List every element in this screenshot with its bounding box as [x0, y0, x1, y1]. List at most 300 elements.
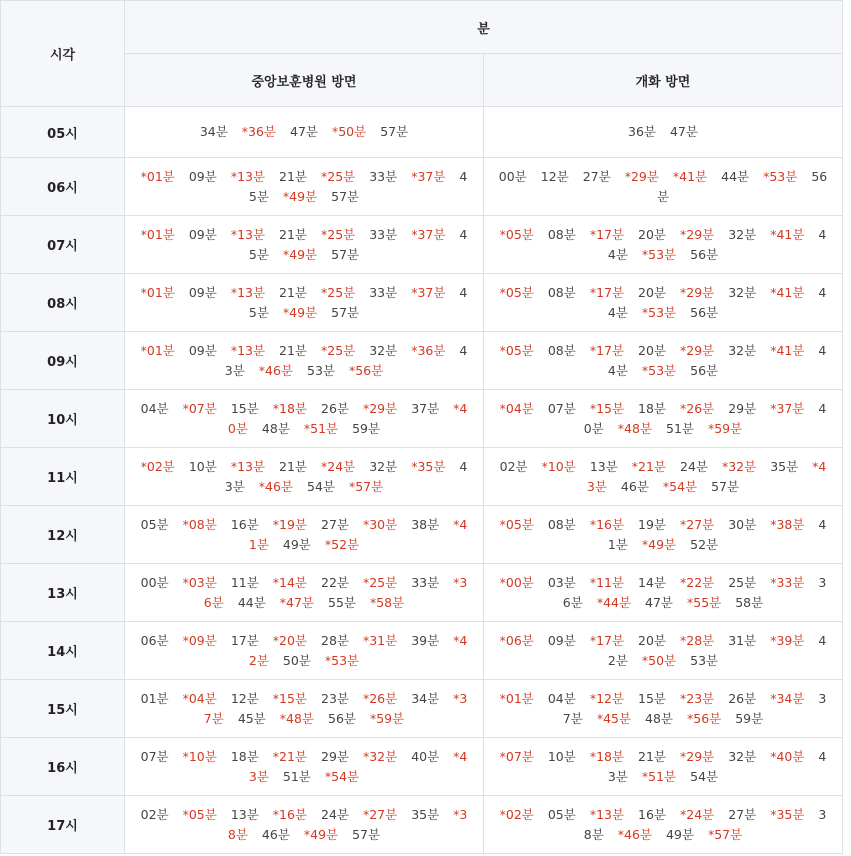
minute: 19분 [638, 516, 667, 532]
minute: 56분 [690, 246, 719, 262]
minute-express: *25분 [321, 168, 356, 184]
minute-express: *59분 [707, 420, 743, 436]
minute: 15분 [638, 690, 667, 706]
minute: 43분 [607, 748, 827, 784]
minute: 09분 [188, 168, 217, 184]
minute-express: *13분 [230, 284, 266, 300]
minute: 20분 [638, 284, 667, 300]
table-row [1, 107, 843, 158]
minute: 27분 [728, 806, 757, 822]
minutes-cell-2 [484, 506, 843, 564]
minutes-cell-1 [125, 796, 484, 854]
minutes-cell-1 [125, 158, 484, 216]
minute: 28분 [321, 632, 349, 648]
table-row [1, 332, 843, 390]
table-row [1, 216, 843, 274]
minute: 59분 [352, 420, 381, 436]
minute-express: *49분 [282, 246, 318, 262]
minute: 23분 [321, 690, 349, 706]
minute: 37분 [411, 400, 440, 416]
minute-express: *29분 [362, 400, 398, 416]
minutes-cell-2 [484, 564, 843, 622]
minute: 32분 [728, 284, 757, 300]
minute-express: *51분 [303, 420, 339, 436]
minute-express: *53분 [641, 304, 677, 320]
minute: 08분 [547, 226, 576, 242]
minute: 04분 [547, 690, 576, 706]
minute-express: *43분 [586, 458, 827, 494]
minute: 21분 [279, 342, 308, 358]
minute: 12분 [230, 690, 259, 706]
time-header: 시각 [1, 1, 125, 107]
minute-express: *07분 [499, 748, 534, 764]
minutes-cell-1 [125, 738, 484, 796]
minute-express: *57분 [348, 478, 384, 494]
minute: 13분 [589, 458, 618, 474]
minute-express: *01분 [140, 284, 175, 300]
minute-express: *09분 [182, 632, 217, 648]
minute-express: *01분 [499, 690, 534, 706]
table-row [1, 274, 843, 332]
hour-label: 15시 [1, 680, 125, 738]
minutes-cell-1 [125, 506, 484, 564]
minute-express: *49분 [641, 536, 677, 552]
minute-express: *51분 [641, 768, 677, 784]
minute-express: *16분 [272, 806, 308, 822]
minute: 57분 [331, 246, 360, 262]
minute: 35분 [411, 806, 440, 822]
minute-express: *37분 [203, 690, 468, 726]
minute-express: *14분 [272, 574, 308, 590]
minute: 46분 [261, 826, 290, 842]
minute-express: *49분 [282, 304, 318, 320]
minute: 48분 [261, 420, 290, 436]
minute-express: *37분 [411, 284, 446, 300]
table-row [1, 448, 843, 506]
minute-express: *32분 [362, 748, 398, 764]
minute: 01분 [140, 690, 169, 706]
minute: 20분 [638, 632, 667, 648]
minute: 36분 [562, 574, 827, 610]
minute-express: *29분 [680, 226, 715, 242]
minute-express: *17분 [589, 632, 625, 648]
minute: 18분 [230, 748, 259, 764]
minute-express: *36분 [203, 574, 468, 610]
minute: 16분 [638, 806, 667, 822]
minute: 02분 [140, 806, 169, 822]
minute: 03분 [547, 574, 576, 590]
minute: 45분 [248, 284, 468, 320]
minute: 34분 [411, 690, 440, 706]
minute: 47분 [645, 594, 674, 610]
minute: 21분 [279, 284, 308, 300]
minute: 45분 [237, 710, 266, 726]
minute-express: *53분 [763, 168, 798, 184]
minute: 53분 [690, 652, 719, 668]
minute: 40분 [411, 748, 440, 764]
minute: 50분 [282, 652, 311, 668]
minute: 46분 [620, 478, 649, 494]
minute-express: *05분 [499, 226, 534, 242]
minute: 25분 [728, 574, 757, 590]
minute: 43분 [224, 342, 468, 378]
minutes-cell-2 [484, 738, 843, 796]
minute-express: *26분 [680, 400, 715, 416]
minute: 36분 [628, 124, 656, 139]
minute: 08분 [547, 284, 576, 300]
minute: 07분 [140, 748, 169, 764]
minute-express: *36분 [241, 124, 277, 139]
minute-express: *04분 [499, 400, 534, 416]
minute-express: *27분 [680, 516, 715, 532]
minute-express: *52분 [324, 536, 360, 552]
minute-express: *24분 [321, 458, 356, 474]
minute: 53분 [307, 362, 335, 378]
minute-express: *40분 [227, 400, 468, 436]
minute: 32분 [728, 226, 757, 242]
minute: 42분 [607, 632, 827, 668]
minute-express: *13분 [230, 342, 266, 358]
minute-express: *44분 [596, 594, 632, 610]
hour-label: 14시 [1, 622, 125, 680]
minute-express: *59분 [369, 710, 405, 726]
minute-express: *17분 [589, 226, 625, 242]
minute: 44분 [607, 342, 827, 378]
minute-express: *35분 [411, 458, 446, 474]
minute-express: *02분 [499, 806, 534, 822]
minutes-cell-1 [125, 216, 484, 274]
minute-express: *15분 [272, 690, 308, 706]
minute-express: *30분 [362, 516, 398, 532]
minute-express: *53분 [324, 652, 360, 668]
minute: 27분 [582, 168, 611, 184]
minute-express: *32분 [721, 458, 757, 474]
minute: 38분 [583, 806, 827, 842]
minute-express: *33분 [770, 574, 805, 590]
minute-express: *00분 [499, 574, 534, 590]
minute-express: *25분 [321, 284, 356, 300]
minute-express: *05분 [499, 284, 534, 300]
minute: 26분 [321, 400, 349, 416]
minute-express: *45분 [596, 710, 632, 726]
direction-header-1: 중앙보훈병원 방면 [125, 54, 484, 107]
minutes-cell-2 [484, 332, 843, 390]
minute-express: *04분 [182, 690, 217, 706]
minute: 09분 [188, 226, 217, 242]
minute-express: *13분 [230, 458, 266, 474]
minutes-cell-2 [484, 107, 843, 158]
minute: 11분 [230, 574, 259, 590]
minute-express: *37분 [411, 226, 446, 242]
minute: 31분 [728, 632, 757, 648]
minute: 21분 [279, 168, 308, 184]
minute-express: *58분 [369, 594, 405, 610]
minute-express: *47분 [279, 594, 315, 610]
minute: 00분 [498, 168, 527, 184]
minute-express: *05분 [182, 806, 217, 822]
minute: 47분 [669, 124, 698, 139]
minutes-cell-1 [125, 448, 484, 506]
table-row [1, 738, 843, 796]
minute: 32분 [728, 342, 757, 358]
minute: 44분 [721, 168, 750, 184]
minute: 09분 [188, 284, 217, 300]
minute-express: *46분 [258, 478, 294, 494]
minute: 51분 [282, 768, 311, 784]
minute-express: *50분 [641, 652, 677, 668]
minute-express: *48분 [279, 710, 315, 726]
minute-express: *13분 [230, 226, 266, 242]
minute-express: *13분 [589, 806, 625, 822]
minute: 57분 [331, 304, 360, 320]
minute: 33분 [369, 284, 398, 300]
minute: 04분 [140, 400, 169, 416]
table-row [1, 680, 843, 738]
minute: 44분 [607, 284, 827, 320]
minute: 54분 [307, 478, 335, 494]
minute: 33분 [411, 574, 440, 590]
minute-express: *13분 [230, 168, 266, 184]
minute: 26분 [728, 690, 757, 706]
minute-express: *53분 [641, 246, 677, 262]
hour-label: 08시 [1, 274, 125, 332]
minute-express: *54분 [324, 768, 360, 784]
minute-express: *11분 [589, 574, 625, 590]
minute: 32분 [369, 342, 398, 358]
minute-express: *25분 [321, 342, 356, 358]
minute: 56분 [328, 710, 356, 726]
minute-express: *37분 [411, 168, 446, 184]
table-row [1, 506, 843, 564]
direction-header-2: 개화 방면 [484, 54, 843, 107]
minute: 10분 [188, 458, 217, 474]
minutes-cell-1 [125, 564, 484, 622]
hour-label: 13시 [1, 564, 125, 622]
minute-express: *01분 [140, 342, 175, 358]
minute-express: *17분 [589, 284, 625, 300]
minute: 43분 [224, 458, 468, 494]
minute-express: *12분 [589, 690, 625, 706]
minute: 29분 [321, 748, 349, 764]
table-row [1, 564, 843, 622]
minute-express: *37분 [770, 400, 805, 416]
minute: 47분 [290, 124, 318, 139]
minute: 20분 [638, 226, 667, 242]
minutes-cell-2 [484, 680, 843, 738]
minute: 44분 [607, 226, 827, 262]
minute-express: *25분 [321, 226, 356, 242]
minute-express: *20분 [272, 632, 308, 648]
minute-express: *46분 [258, 362, 294, 378]
minute-express: *38분 [227, 806, 468, 842]
minute-express: *29분 [680, 748, 715, 764]
minute-express: *21분 [631, 458, 667, 474]
minute-express: *08분 [182, 516, 217, 532]
minute-express: *56분 [348, 362, 384, 378]
minute-express: *54분 [662, 478, 698, 494]
minute-express: *27분 [362, 806, 398, 822]
minute: 48분 [645, 710, 674, 726]
minute: 18분 [638, 400, 667, 416]
minute-express: *01분 [140, 168, 175, 184]
minutes-cell-1 [125, 680, 484, 738]
minute-header: 분 [125, 1, 843, 54]
minute: 35분 [770, 458, 799, 474]
minute-express: *17분 [589, 342, 625, 358]
minute: 57분 [352, 826, 381, 842]
minute-express: *49분 [303, 826, 339, 842]
minute: 27분 [321, 516, 349, 532]
hour-label: 07시 [1, 216, 125, 274]
minute-express: *49분 [282, 188, 318, 204]
minute: 21분 [279, 226, 308, 242]
table-row [1, 390, 843, 448]
minute: 45분 [248, 168, 468, 204]
minute: 21분 [279, 458, 308, 474]
minute: 38분 [411, 516, 440, 532]
minute: 22분 [321, 574, 349, 590]
minute: 30분 [728, 516, 757, 532]
minute: 57분 [331, 188, 360, 204]
minute: 49분 [666, 826, 694, 842]
minutes-cell-2 [484, 158, 843, 216]
minute-express: *36분 [411, 342, 446, 358]
minute-express: *06분 [499, 632, 534, 648]
minute: 32분 [369, 458, 398, 474]
minutes-cell-2 [484, 274, 843, 332]
minute: 44분 [237, 594, 266, 610]
minute-express: *29분 [624, 168, 659, 184]
minutes-cell-2 [484, 216, 843, 274]
minute: 20분 [638, 342, 667, 358]
minute-express: *50분 [331, 124, 367, 139]
minute-express: *23분 [680, 690, 715, 706]
minute: 05분 [140, 516, 169, 532]
minute-express: *55분 [687, 594, 722, 610]
hour-label: 16시 [1, 738, 125, 796]
minute: 08분 [547, 342, 576, 358]
minute: 58분 [735, 594, 764, 610]
minutes-cell-2 [484, 796, 843, 854]
minute: 55분 [328, 594, 356, 610]
minute-express: *40분 [770, 748, 805, 764]
minute: 51분 [666, 420, 694, 436]
minute-express: *41분 [770, 226, 805, 242]
minute: 39분 [411, 632, 440, 648]
minute-express: *01분 [140, 226, 175, 242]
minute: 52분 [690, 536, 719, 552]
minute: 24분 [680, 458, 708, 474]
minute: 34분 [199, 124, 228, 139]
minute-express: *29분 [680, 342, 715, 358]
hour-label: 12시 [1, 506, 125, 564]
minute: 00분 [140, 574, 169, 590]
minute: 59분 [735, 710, 764, 726]
minute-express: *41분 [770, 342, 805, 358]
minute-express: *10분 [182, 748, 217, 764]
minute-express: *18분 [589, 748, 625, 764]
minute: 57분 [711, 478, 740, 494]
minute-express: *24분 [680, 806, 715, 822]
minute: 08분 [547, 516, 576, 532]
minute-express: *34분 [770, 690, 805, 706]
minute-express: *03분 [182, 574, 217, 590]
hour-label: 06시 [1, 158, 125, 216]
minute-express: *28분 [680, 632, 715, 648]
minute: 56분 [690, 362, 719, 378]
minute-express: *57분 [707, 826, 743, 842]
minutes-cell-1 [125, 107, 484, 158]
minute: 06분 [140, 632, 169, 648]
table-row [1, 158, 843, 216]
minute: 45분 [248, 226, 468, 262]
minute: 07분 [547, 400, 576, 416]
minute-express: *25분 [362, 574, 398, 590]
hour-label: 17시 [1, 796, 125, 854]
minute: 54분 [690, 768, 719, 784]
minute: 56분 [656, 168, 828, 204]
minute-express: *56분 [687, 710, 722, 726]
minutes-cell-2 [484, 622, 843, 680]
minute-express: *42분 [248, 632, 468, 668]
minute-express: *29분 [680, 284, 715, 300]
hour-label: 05시 [1, 107, 125, 158]
minute-express: *41분 [248, 516, 468, 552]
minute-express: *48분 [617, 420, 653, 436]
minute-express: *41분 [770, 284, 805, 300]
table-row [1, 796, 843, 854]
minute: 37분 [562, 690, 827, 726]
minute-express: *21분 [272, 748, 308, 764]
hour-label: 10시 [1, 390, 125, 448]
minute: 41분 [607, 516, 827, 552]
minute: 15분 [230, 400, 259, 416]
minute: 21분 [638, 748, 667, 764]
minute-express: *31분 [362, 632, 398, 648]
minutes-cell-2 [484, 448, 843, 506]
minute: 33분 [369, 226, 398, 242]
minute: 17분 [230, 632, 259, 648]
minute-express: *26분 [362, 690, 398, 706]
minute: 02분 [499, 458, 528, 474]
minute: 57분 [380, 124, 409, 139]
minute: 29분 [728, 400, 757, 416]
minute-express: *18분 [272, 400, 308, 416]
minute: 12분 [540, 168, 569, 184]
minute: 10분 [547, 748, 576, 764]
minutes-cell-2 [484, 390, 843, 448]
minute-express: *41분 [672, 168, 708, 184]
minute: 13분 [230, 806, 259, 822]
hour-label: 09시 [1, 332, 125, 390]
minute-express: *05분 [499, 516, 534, 532]
minute-express: *10분 [541, 458, 576, 474]
minute-express: *07분 [182, 400, 217, 416]
minutes-cell-1 [125, 274, 484, 332]
minutes-cell-1 [125, 332, 484, 390]
minute: 33분 [369, 168, 398, 184]
minute-express: *53분 [641, 362, 677, 378]
minute: 09분 [188, 342, 217, 358]
minutes-cell-1 [125, 622, 484, 680]
minute: 40분 [583, 400, 827, 436]
minute-express: *02분 [140, 458, 175, 474]
minute-express: *38분 [770, 516, 805, 532]
minute-express: *43분 [248, 748, 468, 784]
minutes-cell-1 [125, 390, 484, 448]
minute: 05분 [547, 806, 576, 822]
minute-express: *15분 [589, 400, 625, 416]
